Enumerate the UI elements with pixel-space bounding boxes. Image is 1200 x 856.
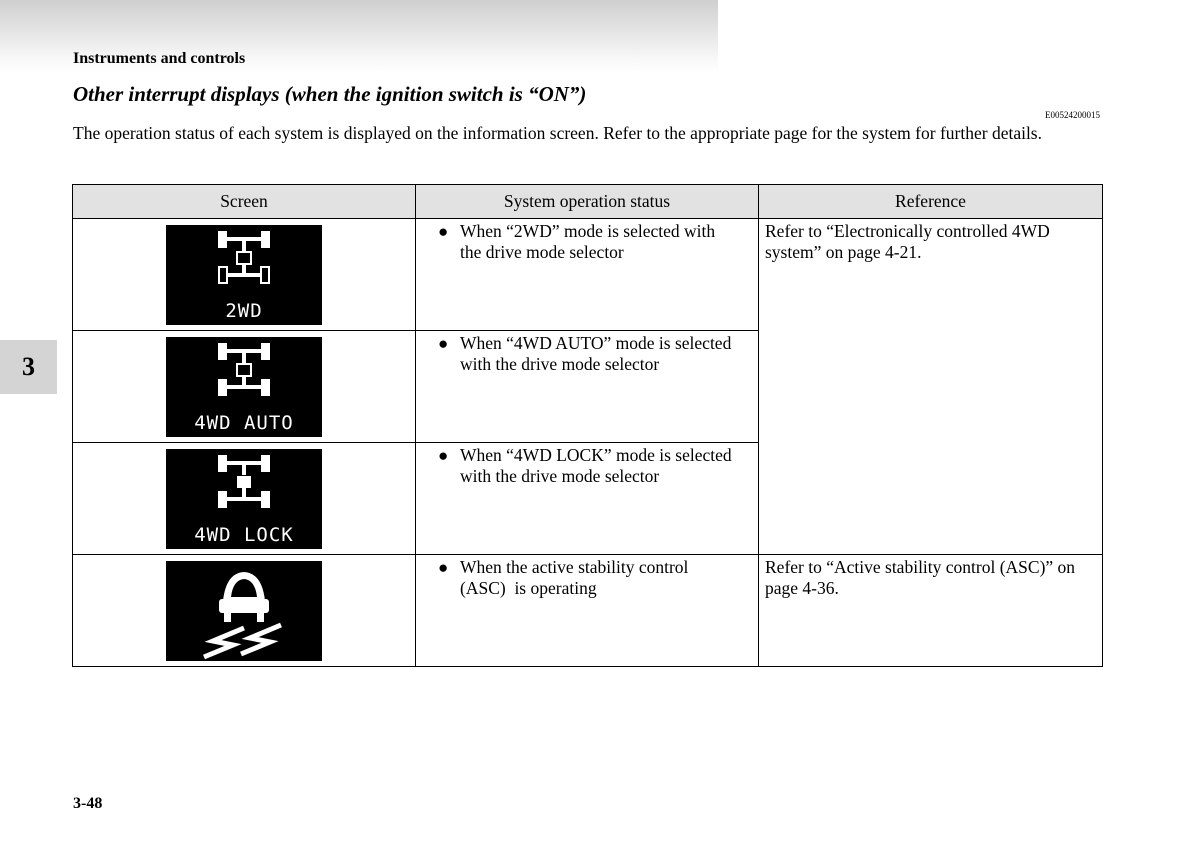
reference-text: Refer to “Active stability control (ASC)” on page 4-36. (765, 557, 1076, 598)
status-cell (416, 219, 759, 331)
page-subheading: Other interrupt displays (when the ignition switch is “ON”) (73, 82, 587, 106)
screen-cell (73, 443, 416, 555)
status-cell (416, 331, 759, 443)
bullet-icon: ● (438, 334, 449, 353)
chapter-number: 3 (22, 352, 35, 381)
asc-skid-car-icon (166, 561, 322, 661)
reference-cell (759, 555, 1103, 667)
screen-cell (73, 331, 416, 443)
intro-paragraph: The operation status of each system is displayed on the information screen. Refer to the appropriate page for the system for further details. (73, 123, 1042, 143)
lcd-screen-asc (166, 561, 322, 661)
table-row (73, 219, 1103, 331)
bullet-icon: ● (438, 446, 449, 465)
status-cell (416, 443, 759, 555)
column-header-status: System operation status (416, 185, 759, 219)
document-code: E00524200015 (1045, 110, 1100, 120)
column-header-screen: Screen (73, 185, 416, 219)
lcd-screen-2wd (166, 225, 322, 325)
status-cell (416, 555, 759, 667)
status-text: When the active stability control (ASC) is operating (460, 557, 689, 598)
screen-cell (73, 555, 416, 667)
status-text: When “4WD AUTO” mode is selected with the drive mode selector (460, 333, 732, 374)
page-number: 3-48 (73, 795, 103, 812)
chapter-tab (0, 340, 57, 394)
reference-text: Refer to “Electronically controlled 4WD system” on page 4-21. (765, 221, 1050, 262)
lcd-label: 4WD AUTO (194, 412, 294, 434)
lcd-label: 4WD LOCK (194, 524, 294, 546)
lcd-label: 2WD (225, 300, 263, 322)
bullet-icon: ● (438, 222, 449, 241)
reference-cell (759, 219, 1103, 555)
bullet-icon: ● (438, 558, 449, 577)
system-status-table (72, 184, 1103, 667)
status-text: When “4WD LOCK” mode is selected with the drive mode selector (460, 445, 732, 486)
screen-cell (73, 219, 416, 331)
column-header-reference: Reference (759, 185, 1103, 219)
table-row (73, 555, 1103, 667)
table-header-row (73, 185, 1103, 219)
status-text: When “2WD” mode is selected with the drive mode selector (460, 221, 716, 262)
section-title: Instruments and controls (73, 50, 246, 67)
lcd-screen-4wd-auto (166, 337, 322, 437)
lcd-screen-4wd-lock (166, 449, 322, 549)
